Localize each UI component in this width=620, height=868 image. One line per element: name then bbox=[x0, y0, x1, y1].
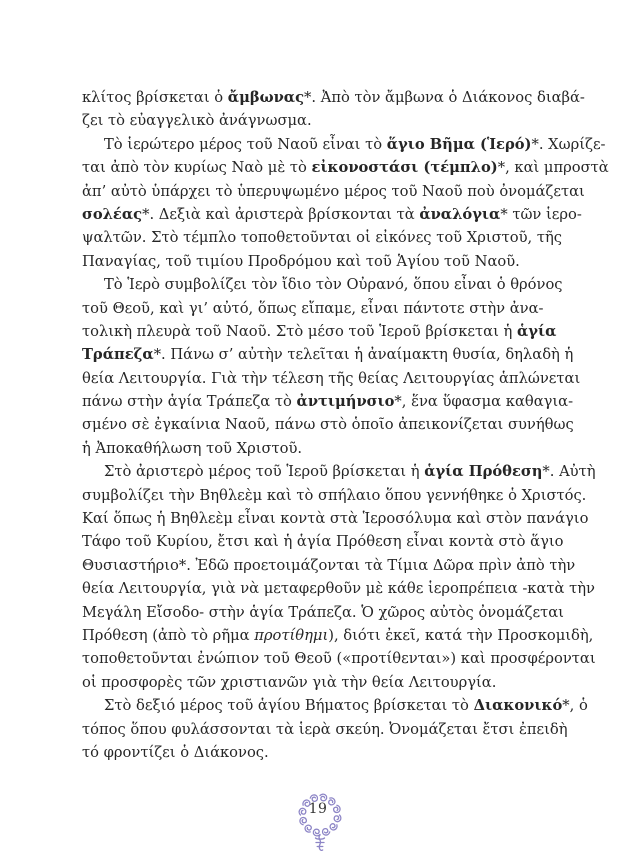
text-line bbox=[82, 554, 576, 577]
page-number-ornament bbox=[291, 786, 349, 860]
text-line bbox=[82, 390, 574, 413]
page-text bbox=[82, 86, 609, 764]
text-run: * τῶν ἱερο- bbox=[500, 205, 582, 223]
text-run: Στὸ δεξιό μέρος τοῦ ἁγίου Βήματος βρίσκεται τὸ bbox=[104, 697, 474, 715]
term-bold: ἁγία Πρόθεση bbox=[424, 463, 543, 481]
text-line bbox=[82, 507, 589, 530]
text-line bbox=[82, 203, 582, 226]
text-run: συμβολίζει τὴν Βηθλεὲμ καὶ τὸ σπήλαιο ὅπου γεννήθηκε ὁ Χριστός. bbox=[82, 486, 587, 504]
paragraph bbox=[82, 273, 581, 460]
text-run: ζει τὸ εὐαγγελικὸ ἀνάγνωσμα. bbox=[82, 112, 312, 130]
text-run: οἱ προσφορὲς τῶν χριστιανῶν γιὰ τὴν θεία Λειτουργία. bbox=[82, 673, 497, 691]
text-run: *. Ἀπὸ τὸν ἄμβωνα ὁ Διάκονος διαβά- bbox=[304, 89, 585, 106]
term-bold: ἀναλόγια bbox=[419, 205, 501, 223]
text-line bbox=[82, 133, 606, 156]
text-line bbox=[82, 694, 588, 717]
text-line bbox=[82, 180, 585, 203]
text-run: τοποθετοῦνται ἐνώπιον τοῦ Θεοῦ («προτίθενται») καὶ προσφέρονται bbox=[82, 650, 596, 668]
text-line bbox=[82, 343, 574, 366]
text-run: πάνω στὴν ἁγία Τράπεζα τὸ bbox=[82, 393, 297, 411]
text-run: Τὸ Ἱερὸ συμβολίζει τὸν ἴδιο τὸν Οὐρανό, ὅπου εἶναι ὁ θρόνος bbox=[104, 276, 563, 294]
text-run: Τάφο τοῦ Κυρίου, ἔτσι καὶ ἡ ἁγία Πρόθεση εἶναι κοντὰ στὸ ἅγιο bbox=[82, 533, 564, 551]
text-line bbox=[82, 624, 594, 647]
text-run: *. Χωρίζε- bbox=[531, 135, 606, 153]
text-run: θεία Λειτουργία. Γιὰ τὴν τέλεση τῆς θείας Λειτουργίας ἁπλώνεται bbox=[82, 369, 581, 387]
text-run: ἀπ’ αὐτὸ ὑπάρχει τὸ ὑπερυψωμένο μέρος τοῦ Ναοῦ ποὺ ὀνομάζεται bbox=[82, 182, 585, 200]
text-run: τολικὴ πλευρὰ τοῦ Ναοῦ. Στὸ μέσο τοῦ Ἱεροῦ βρίσκεται ἡ bbox=[82, 322, 517, 340]
text-run: Θυσιαστήριο*. Ἐδῶ προετοιμάζονται τὰ Τίμια Δῶρα πρὶν ἀπὸ τὴν bbox=[82, 556, 576, 574]
text-line bbox=[82, 718, 568, 741]
text-run: θεία Λειτουργία, γιὰ νὰ μεταφερθοῦν μὲ κάθε ἱεροπρέπεια -κατὰ τὴν bbox=[82, 580, 595, 598]
term-bold: εἰκονοστάσι (τέμπλο) bbox=[311, 159, 498, 177]
term-bold: ἄμβωνας bbox=[227, 89, 305, 106]
paragraph bbox=[82, 460, 596, 694]
text-run: τόπος ὅπου φυλάσσονται τὰ ἱερὰ σκεύη. Ὀνομάζεται ἔτσι ἐπειδὴ bbox=[82, 720, 568, 738]
text-run: τοῦ Θεοῦ, καὶ γι’ αὐτό, ὅπως εἴπαμε, εἶναι πάντοτε στὴν ἀνα- bbox=[82, 299, 544, 317]
text-run: κλίτος βρίσκεται ὁ bbox=[82, 89, 228, 106]
text-run: ), διότι ἐκεῖ, κατά τὴν Προσκομιδὴ, bbox=[328, 626, 594, 644]
term-italic: προτίθημι bbox=[254, 626, 329, 644]
term-bold: ἁγία bbox=[516, 322, 557, 340]
text-run: Πρόθεση (ἀπὸ τὸ ρῆμα bbox=[82, 626, 255, 644]
text-run: *, ἕνα ὕφασμα καθαγια- bbox=[394, 393, 574, 411]
text-line bbox=[82, 577, 595, 600]
wreath-ornament-icon bbox=[291, 786, 349, 860]
text-line bbox=[82, 226, 563, 249]
paragraph bbox=[82, 86, 585, 133]
term-bold: ἀντιμήνσιο bbox=[296, 393, 395, 411]
text-line bbox=[82, 671, 542, 694]
text-run: ψαλτῶν. Στὸ τέμπλο τοποθετοῦνται οἱ εἰκόνες τοῦ Χριστοῦ, τῆς bbox=[82, 229, 563, 247]
text-line bbox=[82, 273, 563, 296]
text-line bbox=[82, 647, 596, 670]
text-line bbox=[82, 530, 564, 553]
text-run: ται ἀπὸ τὸν κυρίως Ναὸ μὲ τὸ bbox=[82, 159, 312, 177]
text-line bbox=[82, 250, 542, 273]
text-run: *, καὶ μπροστὰ bbox=[497, 159, 609, 177]
text-run: *. Αὐτὴ bbox=[542, 463, 596, 481]
page-number: 19 bbox=[308, 801, 328, 817]
text-line bbox=[82, 460, 596, 483]
text-run: *. Δεξιὰ καὶ ἀριστερὰ βρίσκονται τὰ bbox=[142, 205, 420, 223]
text-line bbox=[82, 367, 581, 390]
text-line bbox=[82, 484, 587, 507]
paragraph bbox=[82, 694, 588, 764]
text-run: ἡ Ἀποκαθήλωση τοῦ Χριστοῦ. bbox=[82, 439, 303, 457]
text-line bbox=[82, 741, 542, 764]
text-line bbox=[82, 109, 542, 132]
term-bold: Τράπεζα bbox=[82, 346, 154, 364]
text-run: σμένο σὲ ἐγκαίνια Ναοῦ, πάνω στὸ ὁποῖο ἀπεικονίζεται συνήθως bbox=[82, 416, 574, 434]
text-run: τό φροντίζει ὁ Διάκονος. bbox=[82, 743, 269, 761]
text-line bbox=[82, 601, 564, 624]
text-line bbox=[82, 86, 585, 109]
text-run: Στὸ ἀριστερὸ μέρος τοῦ Ἱεροῦ βρίσκεται ἡ bbox=[104, 463, 425, 481]
text-run: Παναγίας, τοῦ τιμίου Προδρόμου καὶ τοῦ Ἁγίου τοῦ Ναοῦ. bbox=[82, 252, 520, 270]
text-line bbox=[82, 320, 557, 343]
text-line bbox=[82, 437, 542, 460]
text-run: Μεγάλη Εἴσοδο- στὴν ἁγία Τράπεζα. Ὁ χῶρος αὐτὸς ὀνομάζεται bbox=[82, 603, 564, 621]
text-run: *, ὁ bbox=[562, 697, 588, 715]
term-bold: ἅγιο Βῆμα (Ἱερό) bbox=[386, 135, 532, 153]
term-bold: σολέας bbox=[82, 205, 143, 223]
term-bold: Διακονικό bbox=[473, 697, 563, 715]
text-run: Καί ὅπως ἡ Βηθλεὲμ εἶναι κοντὰ στὰ Ἱεροσόλυμα καὶ στὸν πανάγιο bbox=[82, 510, 589, 528]
text-run: Τὸ ἱερώτερο μέρος τοῦ Ναοῦ εἶναι τὸ bbox=[104, 135, 387, 153]
text-line bbox=[82, 156, 609, 179]
text-line bbox=[82, 297, 542, 320]
text-line bbox=[82, 413, 574, 436]
text-run: *. Πάνω σ’ αὐτὴν τελεῖται ἡ ἀναίμακτη θυσία, δηλαδὴ ἡ bbox=[153, 346, 574, 364]
paragraph bbox=[82, 133, 609, 273]
